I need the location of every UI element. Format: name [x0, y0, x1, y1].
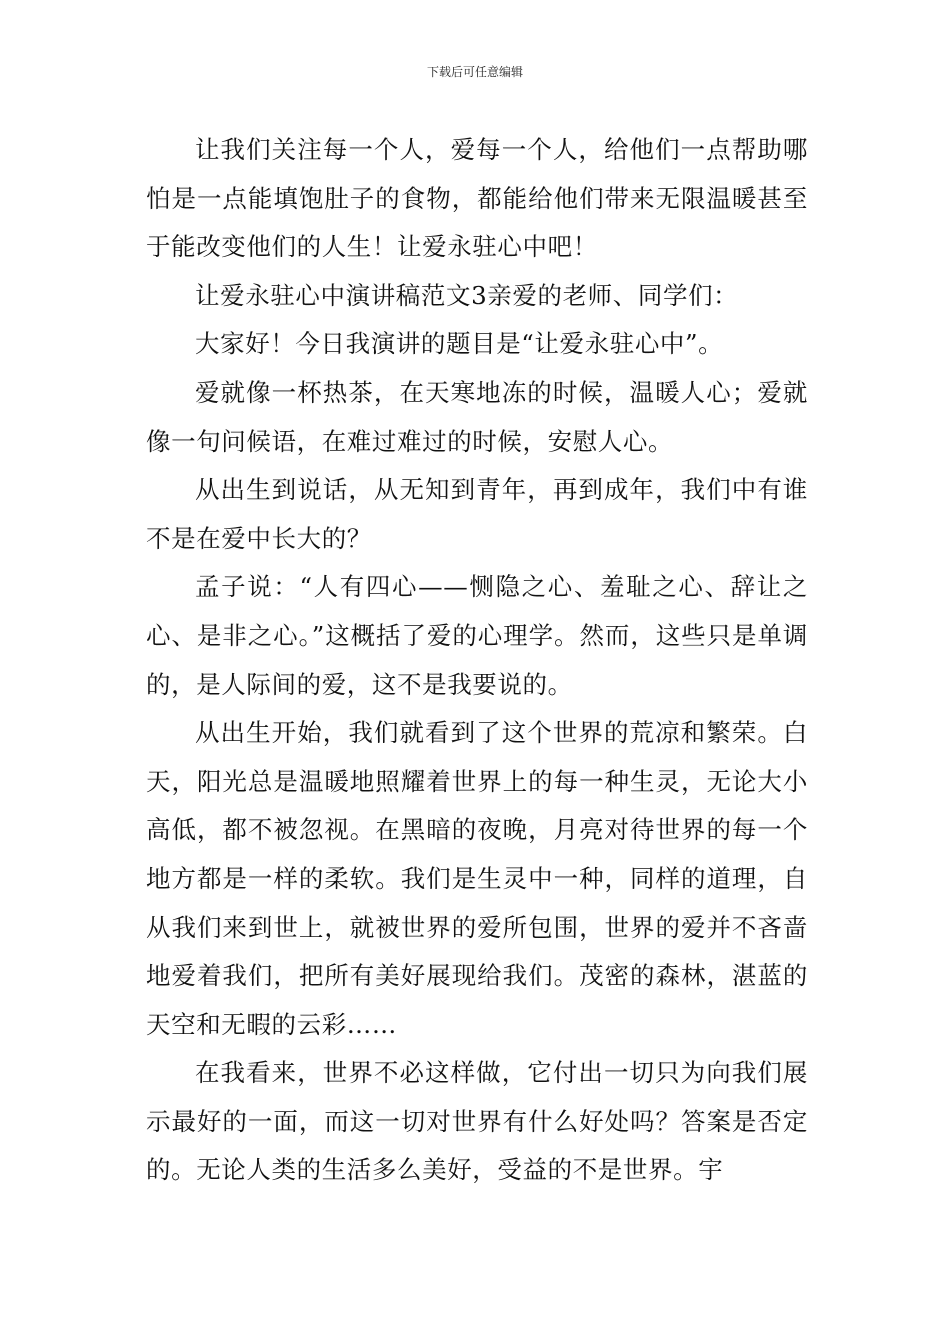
paragraph: 爱就像一杯热茶，在天寒地冻的时候，温暖人心；爱就像一句问候语，在难过难过的时候，安慰人心。	[146, 377, 808, 456]
paragraph: 从出生到说话，从无知到青年，再到成年，我们中有谁不是在爱中长大的？	[146, 475, 808, 553]
paragraph: 孟子说：“人有四心——恻隐之心、羞耻之心、辞让之心、是非之心。”这概括了爱的心理学。然而，这些只是单调的，是人际间的爱，这不是我要说的。	[146, 572, 808, 699]
paragraph: 大家好！今日我演讲的题目是“让爱永驻心中”。	[195, 329, 724, 359]
paragraph: 在我看来，世界不必这样做，它付出一切只为向我们展示最好的一面，而这一切对世界有什么好处吗？答案是否定的。无论人类的生活多么美好，受益的不是世界。宇	[146, 1058, 808, 1185]
document-body	[146, 126, 808, 1195]
paragraph: 让我们关注每一个人，爱每一个人，给他们一点帮助哪怕是一点能填饱肚子的食物，都能给他们带来无限温暖甚至于能改变他们的人生！让爱永驻心中吧！	[146, 135, 808, 262]
page-header: 下载后可任意编辑	[426, 65, 523, 79]
paragraph: 让爱永驻心中演讲稿范文3亲爱的老师、同学们：	[195, 280, 739, 310]
paragraph: 从出生开始，我们就看到了这个世界的荒凉和繁荣。白天，阳光总是温暖地照耀着世界上的每一种生灵，无论大小高低，都不被忽视。在黑暗的夜晚，月亮对待世界的每一个地方都是一样的柔软。我们是生灵中一种，同样的道理，自从我们来到世上，就被世界的爱所包围，世界的爱并不吝啬地爱着我们，把所有美好展现给我们。茂密的森林，湛蓝的天空和无暇的云彩……	[146, 718, 808, 1039]
